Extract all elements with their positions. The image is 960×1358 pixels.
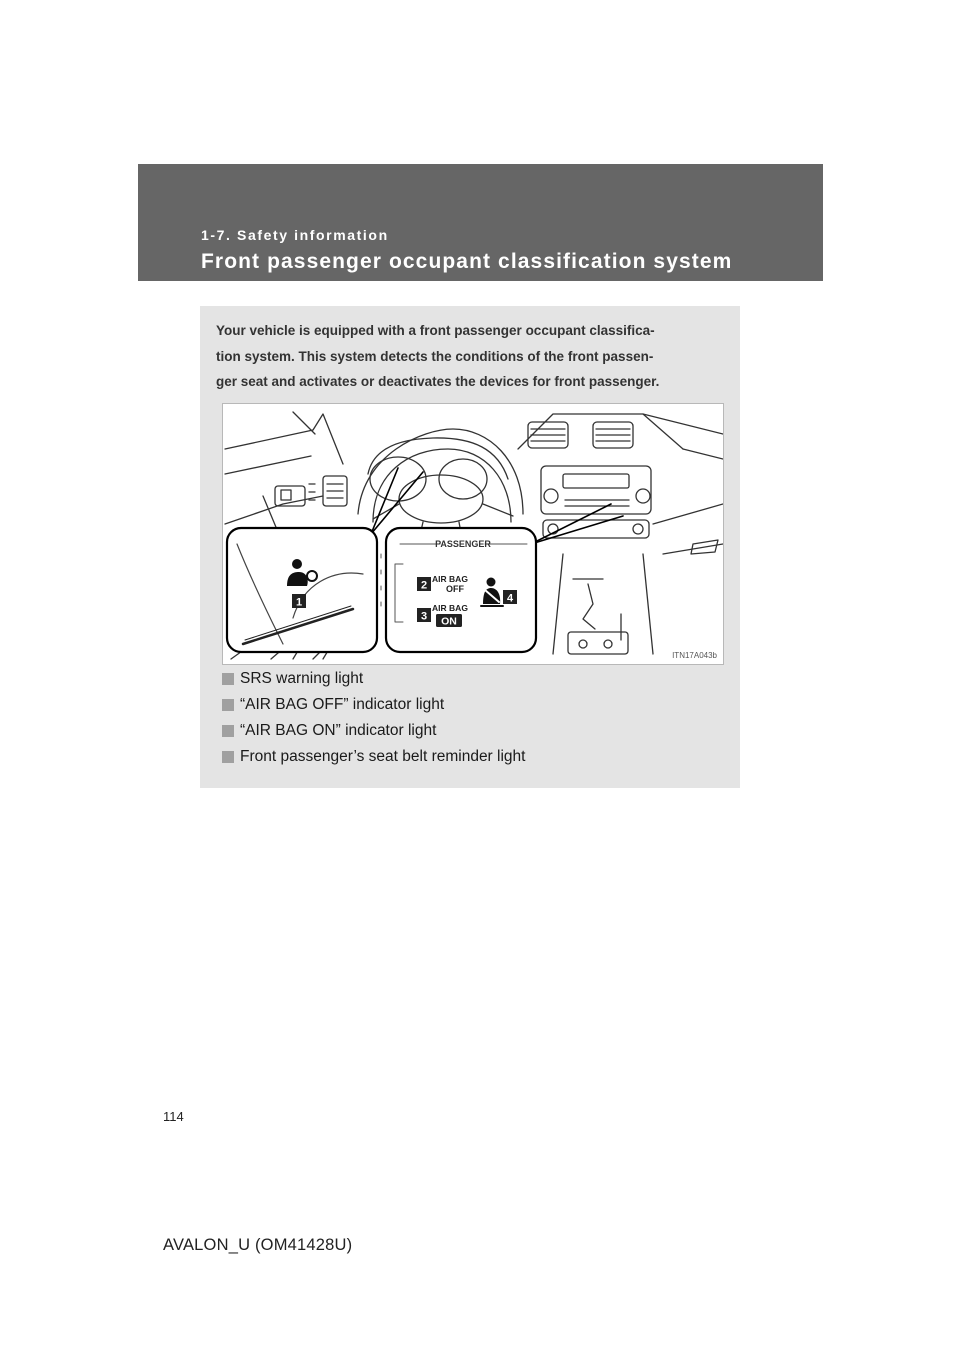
bullet-square xyxy=(222,673,234,685)
bullet-square xyxy=(222,751,234,763)
airbag-on-value: ON xyxy=(441,615,457,628)
airbag-on-label: AIR BAG xyxy=(432,603,468,613)
bullet-square xyxy=(222,699,234,711)
list-item xyxy=(222,718,525,744)
svg-text:4: 4 xyxy=(506,592,514,605)
callout-4 xyxy=(503,590,517,605)
intro-line: Your vehicle is equipped with a front passenger occupant classifica- xyxy=(216,323,655,338)
legend-text: “AIR BAG ON” indicator light xyxy=(240,722,437,739)
section-label: 1-7. Safety information xyxy=(201,227,389,243)
list-item xyxy=(222,744,525,770)
document-code: AVALON_U (OM41428U) xyxy=(163,1236,353,1254)
intro-text xyxy=(216,318,726,395)
page-number: 114 xyxy=(163,1109,184,1124)
svg-text:1: 1 xyxy=(295,596,303,609)
content-panel xyxy=(200,306,740,788)
svg-text:2: 2 xyxy=(420,579,428,592)
dashboard-drawing xyxy=(223,404,723,664)
page-title: Front passenger occupant classification system xyxy=(201,250,733,273)
airbag-off-value: OFF xyxy=(446,584,464,594)
airbag-off-label: AIR BAG xyxy=(432,574,468,584)
figure-code: ITN17A043b xyxy=(672,651,717,660)
callout-1 xyxy=(292,594,306,609)
list-item xyxy=(222,692,525,718)
intro-line: ger seat and activates or deactivates the devices for front passenger. xyxy=(216,374,660,389)
legend-text: “AIR BAG OFF” indicator light xyxy=(240,696,445,713)
callout-3 xyxy=(417,608,431,623)
passenger-label: PASSENGER xyxy=(435,539,491,549)
svg-text:3: 3 xyxy=(420,610,428,623)
legend-text: Front passenger’s seat belt reminder light xyxy=(240,748,526,765)
legend-list xyxy=(222,666,525,770)
section-header xyxy=(138,164,823,281)
dashboard-illustration xyxy=(222,403,724,665)
bullet-square xyxy=(222,725,234,737)
legend-text: SRS warning light xyxy=(240,670,364,687)
list-item xyxy=(222,666,525,692)
intro-line: tion system. This system detects the conditions of the front passen- xyxy=(216,348,654,364)
callout-2 xyxy=(417,577,431,592)
